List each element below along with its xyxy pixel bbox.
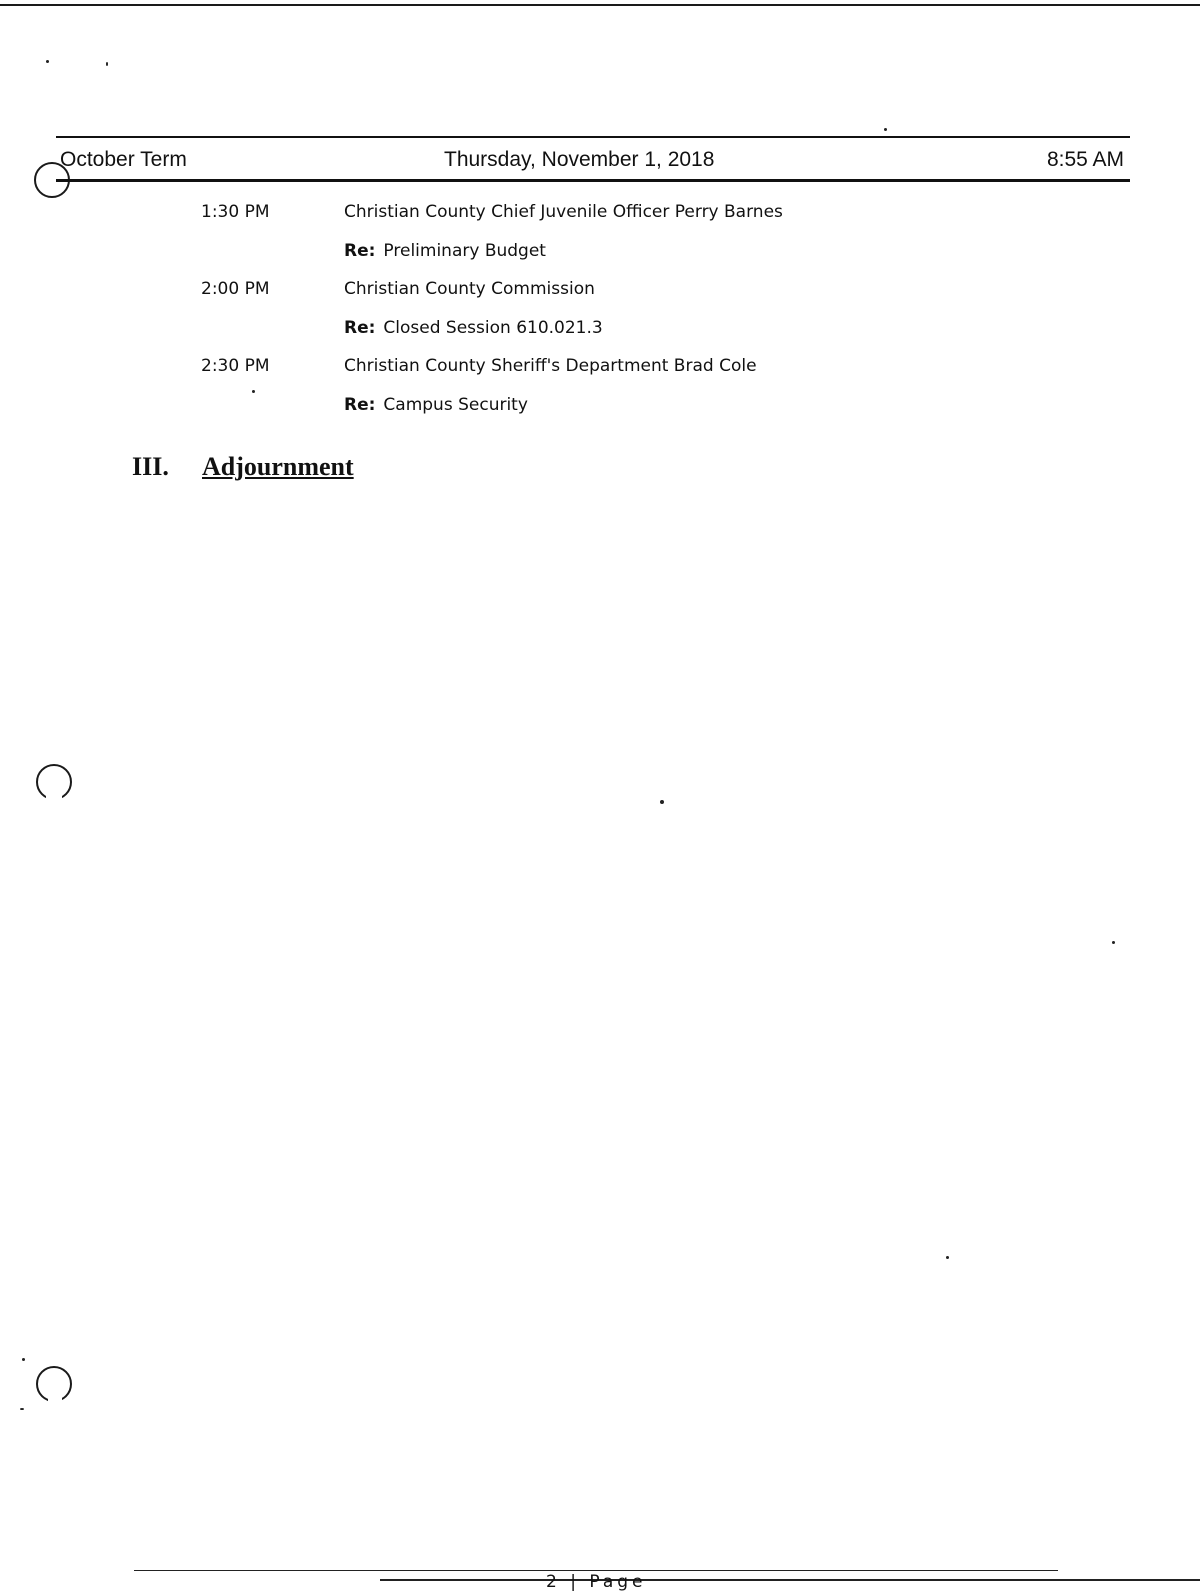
footer-rule-lower xyxy=(380,1579,1200,1581)
agenda-item-subject xyxy=(0,235,1200,274)
agenda-item-title: Christian County Commission xyxy=(344,279,595,299)
section-title: Adjournment xyxy=(202,452,354,481)
agenda-item-re xyxy=(344,241,546,261)
re-label: Re: xyxy=(344,394,376,415)
re-label: Re: xyxy=(344,317,376,338)
scan-speck xyxy=(1112,941,1115,944)
agenda-item-title: Christian County Sheriff's Department Brad Cole xyxy=(344,356,757,376)
re-text: Campus Security xyxy=(383,394,528,415)
agenda-item-subject xyxy=(0,389,1200,428)
scan-speck xyxy=(22,1358,25,1361)
section-heading xyxy=(132,452,354,482)
scan-speck xyxy=(46,60,49,63)
scan-top-edge-line xyxy=(0,4,1200,6)
section-number: III. xyxy=(132,452,169,481)
page-number: 2 | Page xyxy=(546,1572,647,1592)
header-date: Thursday, November 1, 2018 xyxy=(444,148,715,171)
agenda-item xyxy=(0,196,1200,235)
agenda-item xyxy=(0,350,1200,389)
scan-speck xyxy=(20,1408,24,1410)
agenda-item-time: 2:00 PM xyxy=(201,279,270,299)
header-term: October Term xyxy=(60,148,187,171)
scan-speck xyxy=(106,62,108,66)
agenda-list xyxy=(0,196,1200,427)
agenda-item-time: 2:30 PM xyxy=(201,356,270,376)
re-text: Closed Session 610.021.3 xyxy=(383,317,603,338)
scan-speck xyxy=(660,800,664,804)
header-time: 8:55 AM xyxy=(1046,148,1124,171)
re-text: Preliminary Budget xyxy=(383,240,546,261)
scan-speck xyxy=(946,1256,949,1259)
footer-rule xyxy=(134,1570,1058,1571)
header-top-rule xyxy=(56,136,1130,138)
punch-hole-gap xyxy=(46,792,62,802)
header-bottom-rule xyxy=(56,179,1130,182)
re-label: Re: xyxy=(344,240,376,261)
scan-speck xyxy=(884,128,887,131)
agenda-item-time: 1:30 PM xyxy=(201,202,270,222)
punch-hole-gap xyxy=(48,1394,62,1404)
agenda-item-subject xyxy=(0,312,1200,351)
agenda-item-re xyxy=(344,395,528,415)
agenda-item xyxy=(0,273,1200,312)
agenda-item-re xyxy=(344,318,603,338)
agenda-item-title: Christian County Chief Juvenile Officer Perry Barnes xyxy=(344,202,783,222)
